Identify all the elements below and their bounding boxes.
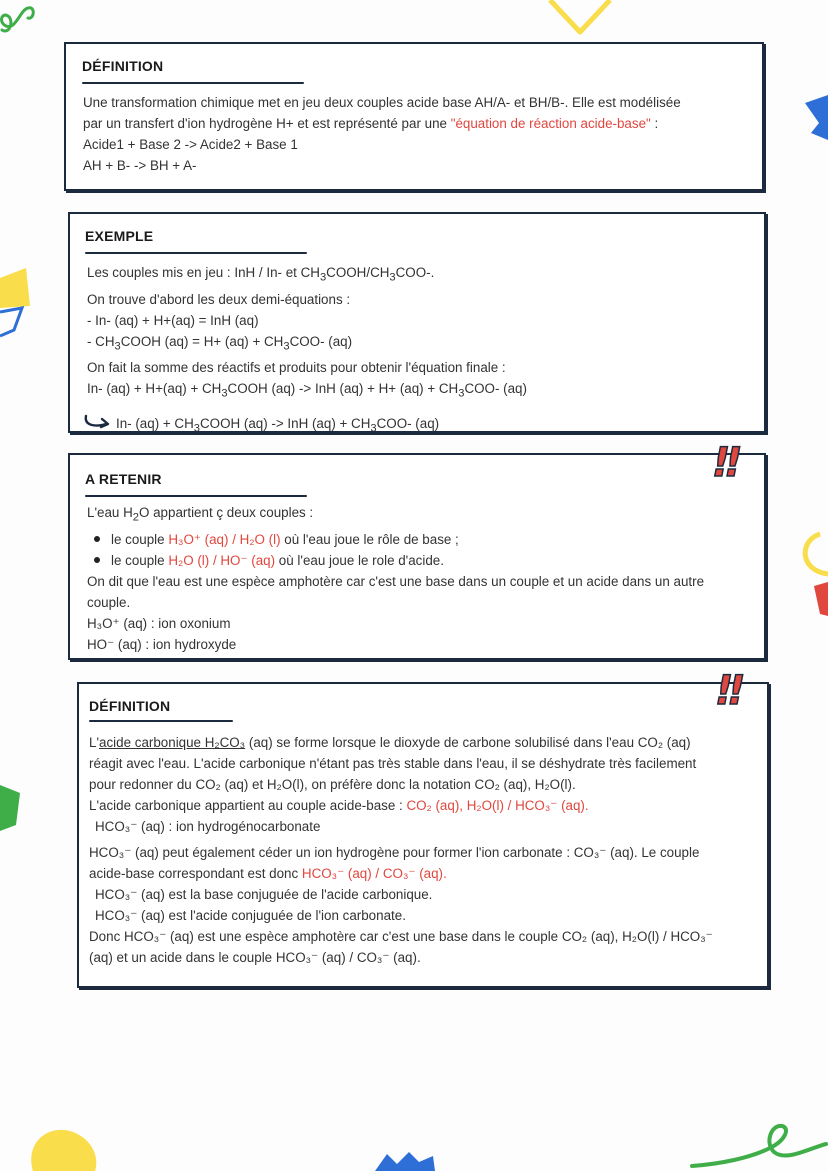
curved-arrow-icon [82, 414, 112, 430]
text-line: AH + B- -> BH + A- [83, 158, 197, 173]
text-line: HO⁻ (aq) : ion hydroxyde [87, 636, 237, 652]
decor-green-shape-left [0, 785, 22, 831]
text-line: HCO₃⁻ (aq) peut également céder un ion hydrogène pour former l'ion carbonate : CO₃⁻ (aq). Le couple [89, 845, 700, 860]
text-line: - $CH_3COOH$ $(aq) = H+ (aq) + CH_3COO-$ (aq) [87, 333, 353, 353]
title-underline [85, 495, 307, 497]
title-underline [85, 252, 307, 254]
text-line: On fait la somme des réactifs et produits pour obtenir l'équation finale : [87, 360, 506, 376]
text-line: L'eau $H_2O$ appartient ç deux couples : [87, 505, 314, 524]
text-line: Les couples mis en jeu : InH / In- et $CH_3COOH/CH_3COO-$. [87, 265, 435, 284]
decor-yellow-blob-bottom-left [25, 1125, 100, 1171]
text-line: - In- (aq) + H+(aq) = InH (aq) [87, 312, 259, 328]
text-line: acide-base correspondant est donc HCO₃⁻ (aq) / CO₃⁻ (aq). [89, 866, 447, 881]
decor-blue-shape-right [805, 95, 828, 145]
underlined-term: acide carbonique H₂CO₃ [99, 735, 246, 750]
list-item: le couple H₃O⁺ (aq) / H₂O (l) où l'eau joue le rôle de base ; [111, 529, 704, 550]
text-line: On trouve d'abord les deux demi-équations : [87, 291, 351, 307]
text-line: pour redonner du CO₂ (aq) et H₂O(l), on préfère donc la notation CO₂ (aq), H₂O(l). [89, 777, 576, 792]
retenir-card [68, 453, 766, 660]
text-line: HCO₃⁻ (aq) est la base conjuguée de l'acide carbonique. [95, 887, 433, 902]
text-line: HCO₃⁻ (aq) : ion hydrogénocarbonate [95, 819, 321, 834]
text-line: (aq) et un acide dans le couple HCO₃⁻ (aq) / CO₃⁻ (aq). [89, 950, 421, 965]
decor-yellow-shape-left [0, 268, 32, 348]
text-line: par un transfert d'ion hydrogène H+ et est représenté par une "équation de réaction acide-base" : [83, 116, 659, 131]
warning-icon: !! [715, 668, 740, 714]
card-title: EXEMPLE [85, 228, 154, 244]
text-line: H₃O⁺ (aq) : ion oxonium [87, 615, 231, 631]
text-line: L'acide carbonique H₂CO₃ (aq) se forme lorsque le dioxyde de carbone solubilisé dans l'eau CO₂ (aq) [89, 735, 691, 750]
example-card [68, 212, 766, 433]
text-line: On dit que l'eau est une espèce amphotère car c'est une base dans un couple et un acide dans un autre [87, 573, 705, 589]
highlight-text: "équation de réaction acide-base" [450, 116, 651, 131]
decor-yellow-red-shape-right [790, 530, 828, 620]
title-underline [82, 82, 304, 84]
text-line: In- $(aq) + CH_3COOH$ (aq) -> InH $(aq) + CH_3COO-$ (aq) [87, 413, 527, 440]
card-title: DÉFINITION [89, 698, 171, 714]
decor-green-squiggle-bottom-right [690, 1118, 828, 1171]
decor-yellow-heart-top [540, 0, 620, 40]
definition-card-2 [77, 682, 769, 988]
card-body [87, 502, 704, 655]
title-underline [89, 720, 233, 722]
card-body [83, 92, 681, 176]
text-line: couple. [87, 594, 131, 610]
decor-blue-shape-bottom [375, 1150, 435, 1171]
card-title: A RETENIR [85, 471, 162, 487]
text-line: In- $(aq) + H+(aq) + CH_3COOH$ (aq) -> InH $(aq) + H+ (aq) + CH_3COO-$ (aq) [87, 381, 527, 401]
decor-squiggle-green-top-left [0, 0, 60, 40]
card-body [87, 262, 527, 440]
text-line: Donc HCO₃⁻ (aq) est une espèce amphotère car c'est une base dans le couple CO₂ (aq), H₂O(l) / HCO₃⁻ [89, 929, 713, 944]
warning-icon: !! [712, 440, 737, 486]
bullet-list [87, 529, 704, 571]
text-line: L'acide carbonique appartient au couple acide-base : CO₂ (aq), H₂O(l) / HCO₃⁻ (aq). [89, 798, 589, 813]
text-line: réagit avec l'eau. L'acide carbonique n'étant pas très stable dans l'eau, il se déshydrate très facilement [89, 756, 697, 771]
text-line: HCO₃⁻ (aq) est l'acide conjuguée de l'ion carbonate. [95, 908, 406, 923]
definition-card-1 [64, 42, 764, 191]
card-body [89, 732, 713, 968]
card-title: DÉFINITION [82, 58, 164, 74]
text-line: Une transformation chimique met en jeu deux couples acide base AH/A- et BH/B-. Elle est modélisée [83, 95, 681, 110]
text-line: Acide1 + Base 2 -> Acide2 + Base 1 [83, 137, 298, 152]
list-item: le couple H₂O (l) / HO⁻ (aq) où l'eau joue le role d'acide. [111, 550, 704, 571]
